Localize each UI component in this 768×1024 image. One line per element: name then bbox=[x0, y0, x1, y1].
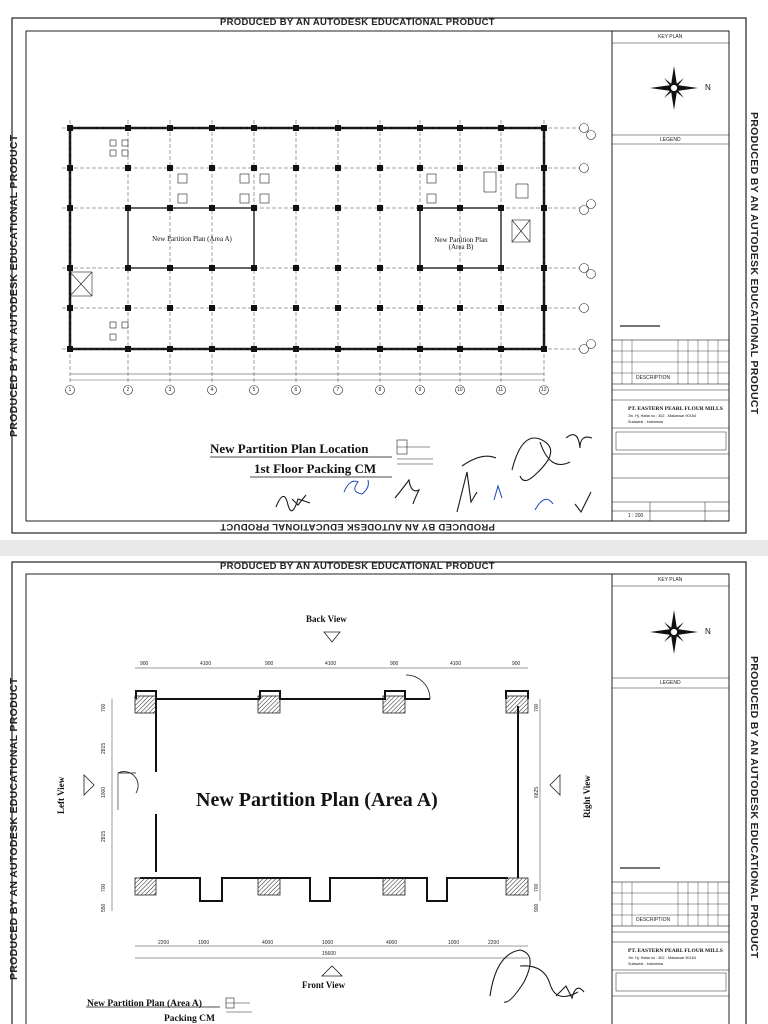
legend-label: LEGEND bbox=[660, 137, 681, 143]
grid-number-11: 11 bbox=[498, 387, 504, 393]
scale-value: 1 : 200 bbox=[628, 513, 644, 519]
dim-total: 15600 bbox=[322, 951, 336, 957]
dim-bottom-2: 4000 bbox=[262, 940, 274, 946]
dim-left-4: 700 bbox=[101, 883, 107, 892]
dim-right-3: 900 bbox=[534, 903, 540, 912]
grid-number-1: 1 bbox=[68, 387, 72, 393]
grid-number-3: 3 bbox=[168, 387, 172, 393]
legend-label: LEGEND bbox=[660, 680, 681, 686]
watermark-left: PRODUCED BY AN AUTODESK EDUCATIONAL PRODUCT bbox=[8, 677, 20, 980]
sheet2-title: New Partition Plan (Area A) bbox=[87, 999, 202, 1009]
dim-top-0: 900 bbox=[140, 661, 149, 667]
north-label: N bbox=[705, 83, 711, 92]
grid-number-7: 7 bbox=[336, 387, 340, 393]
company-address-2: Sulawesi - Indonesia bbox=[628, 420, 664, 424]
dim-left-5: 550 bbox=[101, 903, 107, 912]
grid-number-2: 2 bbox=[126, 387, 130, 393]
dim-top-2: 900 bbox=[265, 661, 274, 667]
sheet1-title: New Partition Plan Location bbox=[210, 441, 369, 456]
dim-bottom-6: 2200 bbox=[488, 940, 500, 946]
dim-right-1: 6825 bbox=[534, 786, 540, 798]
key-plan-label: KEY PLAN bbox=[658, 34, 683, 40]
north-arrow-icon bbox=[650, 610, 698, 654]
watermark-top: PRODUCED BY AN AUTODESK EDUCATIONAL PRODUCT bbox=[220, 17, 495, 28]
watermark-top: PRODUCED BY AN AUTODESK EDUCATIONAL PRODUCT bbox=[220, 561, 495, 572]
company-name: PT. EASTERN PEARL FLOUR MILLS bbox=[628, 406, 723, 412]
left-view-label: Left View bbox=[56, 776, 66, 814]
dim-top-5: 4100 bbox=[450, 661, 462, 667]
dim-bottom-1: 1000 bbox=[198, 940, 210, 946]
dim-top-4: 900 bbox=[390, 661, 399, 667]
dim-right-0: 700 bbox=[534, 703, 540, 712]
north-arrow-icon bbox=[650, 66, 698, 110]
dim-right-2: 700 bbox=[534, 883, 540, 892]
dim-left-0: 700 bbox=[101, 703, 107, 712]
watermark-left: PRODUCED BY AN AUTODESK EDUCATIONAL PRODUCT bbox=[8, 134, 20, 437]
grid-number-5: 5 bbox=[252, 387, 256, 393]
drawing-sheet-area-a bbox=[0, 556, 768, 1024]
dim-left-1: 2815 bbox=[101, 742, 107, 754]
dim-top-3: 4100 bbox=[325, 661, 337, 667]
grid-number-8: 8 bbox=[378, 387, 382, 393]
watermark-right: PRODUCED BY AN AUTODESK EDUCATIONAL PRODUCT bbox=[748, 112, 760, 415]
watermark-right: PRODUCED BY AN AUTODESK EDUCATIONAL PRODUCT bbox=[748, 656, 760, 959]
watermark-bottom: PRODUCED BY AN AUTODESK EDUCATIONAL PRODUCT bbox=[220, 521, 495, 532]
description-header: DESCRIPTION bbox=[636, 917, 671, 923]
dim-bottom-0: 2200 bbox=[158, 940, 170, 946]
north-label: N bbox=[705, 627, 711, 636]
front-view-label: Front View bbox=[302, 980, 346, 990]
company-address-1: Jln. Hj. Hatta no : 302 - Makassar 90164 bbox=[628, 956, 696, 960]
grid-number-6: 6 bbox=[294, 387, 298, 393]
area-a-label: New Partition Plan (Area A) bbox=[152, 235, 232, 243]
grid-number-9: 9 bbox=[418, 387, 422, 393]
area-b-label: New Partition Plan (Area B) bbox=[434, 236, 488, 252]
grid-number-12: 12 bbox=[541, 387, 547, 393]
key-plan-label: KEY PLAN bbox=[658, 577, 683, 583]
sheet1-subtitle: 1st Floor Packing CM bbox=[254, 461, 377, 476]
dim-top-1: 4100 bbox=[200, 661, 212, 667]
right-view-label: Right View bbox=[582, 775, 592, 818]
company-name: PT. EASTERN PEARL FLOUR MILLS bbox=[628, 948, 723, 954]
grid-number-10: 10 bbox=[457, 387, 463, 393]
dim-left-2: 1000 bbox=[101, 786, 107, 798]
dim-left-3: 2815 bbox=[101, 830, 107, 842]
dim-bottom-4: 4000 bbox=[386, 940, 398, 946]
dim-bottom-5: 1000 bbox=[448, 940, 460, 946]
description-header: DESCRIPTION bbox=[636, 375, 671, 381]
grid-number-4: 4 bbox=[210, 387, 214, 393]
page-gap bbox=[0, 540, 768, 556]
sheet2-subtitle: Packing CM bbox=[164, 1014, 215, 1024]
company-address-1: Jln. Hj. Hatta no : 302 - Makassar 90164 bbox=[628, 414, 696, 418]
back-view-label: Back View bbox=[306, 614, 347, 624]
dim-bottom-3: 1000 bbox=[322, 940, 334, 946]
plan-area-a-title: New Partition Plan (Area A) bbox=[196, 789, 438, 811]
dim-top-6: 900 bbox=[512, 661, 521, 667]
company-address-2: Sulawesi - Indonesia bbox=[628, 962, 664, 966]
